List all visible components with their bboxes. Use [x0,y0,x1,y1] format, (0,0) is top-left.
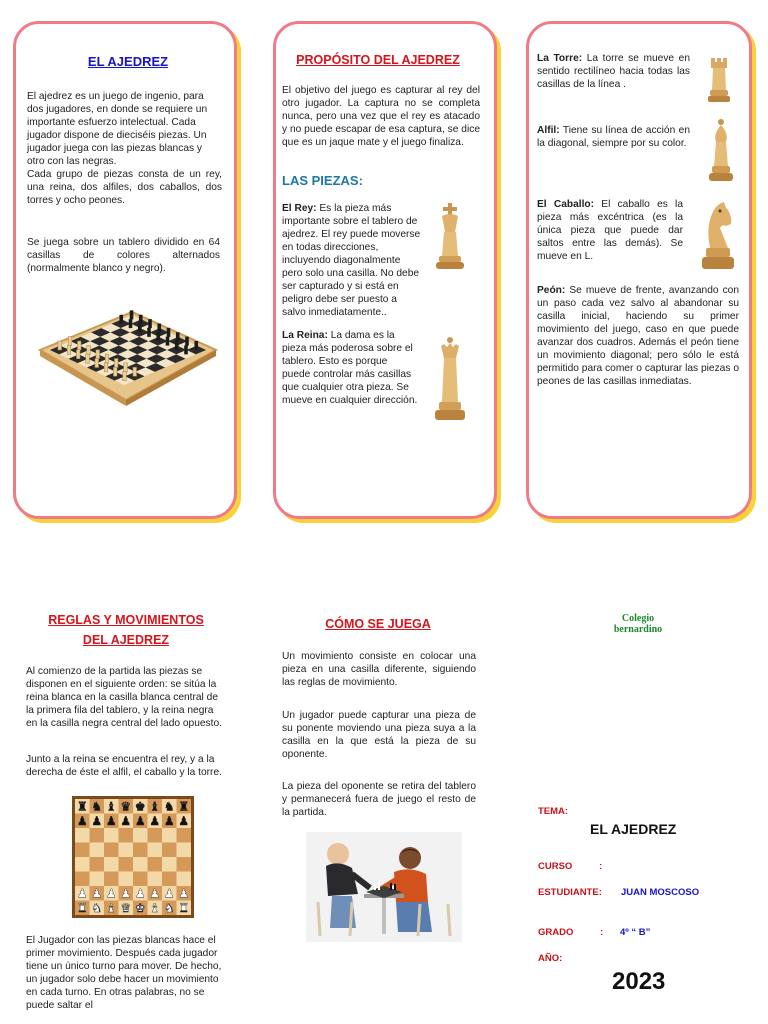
board-square [119,872,134,887]
board-square [90,872,105,887]
board-square [162,843,177,858]
board-square [148,857,163,872]
chess-piece-icon: ♞ [91,799,103,814]
tema-label: TEMA: [538,806,569,817]
board-square [104,843,119,858]
dark-piece [175,341,179,350]
light-piece [68,337,72,346]
board-paragraph: Se juega sobre un tablero dividido en 64 casillas de colores alternados (normalmente blanco y negro). [27,237,220,274]
peon-text: Se mueve de frente, avanzando con un paso cada vez salvo al abandonar su casilla inicial, haciendo su primer movimiento del juego, caso en que puede avanzar dos cuadros. Además el peón tiene un movimiento diagonal; pero sólo le está permitido para comer o capturar las piezas o peones de las casillas inmediatas. [537,285,739,387]
chess-piece-icon: ♟ [91,814,103,829]
dark-piece [130,310,134,319]
anio-value: 2023 [612,968,666,995]
light-piece [76,350,80,359]
intro-text-2: Cada grupo de piezas consta de un rey, una reina, dos alfiles, dos caballos, dos torres y ocho peones. [27,169,222,206]
dark-piece [167,328,171,337]
board-square [148,828,163,843]
reglas-title-line-1: REGLAS Y MOVIMIENTOS [48,613,204,627]
juega-paragraph-3: La pieza del oponente se retira del tablero y permanecerá fuera de juego el resto de la partida. [282,781,476,818]
light-piece [67,345,71,354]
reglas-paragraph-3: El Jugador con las piezas blancas hace el primer movimiento. Después cada jugador tiene un único turno para mover. De hecho, un jugador solo debe hacer un movimiento en cada turno. En otras palabras, no se puede saltar el [26,935,222,1011]
tema-value: EL AJEDREZ [590,821,677,837]
dark-piece [194,341,198,350]
chess-piece-icon: ♟ [134,814,146,829]
dark-piece [157,324,161,333]
light-piece [114,359,118,368]
board-square [104,857,119,872]
section-title-proposito: PROPÓSITO DEL AJEDREZ [296,53,460,67]
board-square [162,872,177,887]
chess-piece-icon: ♜ [178,799,190,814]
chess-piece-icon: ♟ [149,886,161,901]
chess-piece-icon: ♟ [134,886,146,901]
dark-piece [147,328,151,337]
light-piece [95,359,99,368]
dark-piece [176,332,180,341]
dark-piece [119,315,123,324]
school-name [596,613,680,635]
light-piece [86,354,90,363]
reina-description [282,329,418,407]
light-piece [123,372,127,381]
piezas-subtitle: LAS PIEZAS: [282,173,363,188]
chess-piece-icon: ♟ [163,886,175,901]
intro-paragraph [27,90,222,207]
chess-piece-icon: ♟ [178,814,190,829]
alfil-name: Alfil: [537,125,560,136]
board-square [148,872,163,887]
board-square [177,857,192,872]
queen-piece-icon [430,336,470,424]
board-square [177,828,192,843]
alfil-description [537,124,690,150]
chess-piece-icon: ♝ [149,799,161,814]
chess-piece-icon: ♜ [76,799,88,814]
light-piece [113,367,117,376]
chess-piece-icon: ♛ [120,799,132,814]
light-piece [124,363,128,372]
board-square [119,828,134,843]
chess-piece-icon: ♟ [105,814,117,829]
torre-description [537,52,690,91]
dark-piece [184,345,188,354]
chess-piece-icon: ♟ [120,814,132,829]
chess-piece-icon: ♟ [149,814,161,829]
board-square [90,857,105,872]
intro-text-1: El ajedrez es un juego de ingenio, para dos jugadores, en donde se requiere un importante esfuerzo intelectual. Cada jugador dispone de dieciséis piezas. Un jugador juega con las piezas blancas y otro con las negras. [27,91,208,167]
proposito-paragraph: El objetivo del juego es capturar al rey del otro jugador. La captura no se completa nunca, pero una vez que el rey es atacado y no puede escapar de esa captura, se dice que es un jaque mate y el juego finaliza. [282,85,480,148]
chess-piece-icon: ♟ [76,886,88,901]
chess-piece-icon: ♞ [163,901,175,916]
anio-label: AÑO: [538,953,563,964]
reina-name: La Reina: [282,330,328,341]
light-piece [133,367,137,376]
chess-piece-icon: ♝ [149,901,161,916]
board-square [148,843,163,858]
chess-piece-icon: ♟ [163,814,175,829]
knight-piece-icon [698,198,738,278]
reglas-title-line-2: DEL AJEDREZ [82,633,170,647]
board-square [133,828,148,843]
caballo-text: El caballo es la pieza más excéntrica (es la única pieza que puede dar saltos entre las demás). Se mueve en L. [537,199,683,262]
king-piece-icon [430,202,470,272]
torre-text: La torre se mueve en sentido rectilíneo hacia todas las casillas de la línea . [537,53,690,90]
board-square [162,828,177,843]
board-square [75,857,90,872]
chess-piece-icon: ♚ [134,799,146,814]
board-square [177,872,192,887]
chess-piece-icon: ♛ [120,901,132,916]
dark-piece [138,324,142,333]
light-piece [96,350,100,359]
light-piece [104,363,108,372]
rey-text: Es la pieza más importante sobre el tablero de ajedrez. El rey puede moverse en todas direcciones, incluyendo diagonalmente pero solo una casilla. No debe ser capturado y si está en peligro debe ser puesto a salvo inmediatamente.. [282,203,421,318]
chess-piece-icon: ♝ [105,901,117,916]
dark-piece [166,337,170,346]
chessboard-illustration [36,288,218,408]
board-square [75,843,90,858]
board-square [133,857,148,872]
chess-piece-icon: ♟ [105,886,117,901]
board-square [133,872,148,887]
chess-piece-icon: ♟ [178,886,190,901]
board-square [90,843,105,858]
grado-label: GRADO [538,927,574,938]
reglas-paragraph-2: Junto a la reina se encuentra el rey, y a la derecha de éste el alfil, el caballo y la torre. [26,754,222,778]
rey-description [282,202,422,319]
school-name-line-2: bernardino [613,624,663,635]
peon-description [537,284,739,388]
grado-colon: : [600,927,604,938]
board-square [162,857,177,872]
chess-piece-icon: ♝ [105,799,117,814]
chess-piece-icon: ♚ [134,901,146,916]
curso-colon: : [599,861,603,872]
board-square [90,828,105,843]
chess-piece-icon: ♟ [91,886,103,901]
curso-label: CURSO [538,861,573,872]
chess-piece-icon: ♜ [76,901,88,916]
school-name-line-1: Colegio [621,613,655,624]
juega-paragraph-2: Un jugador puede capturar una pieza de su ponente moviendo una pieza suya a la casilla en la que está la pieza de su oponente. [282,710,476,760]
children-playing-photo [306,832,462,942]
bishop-piece-icon [706,118,736,184]
section-title-el-ajedrez: EL AJEDREZ [87,54,169,69]
dark-piece [148,319,152,328]
dark-piece [185,337,189,346]
estudiante-value: JUAN MOSCOSO [621,887,700,898]
board-square [177,843,192,858]
reglas-paragraph-1: Al comienzo de la partida las piezas se disponen en el siguiente orden: se sitúa la reina blanca en la casilla blanca central de la primera fila del tablero, y la reina negra en la casilla negra central del lado opuesto. [26,666,222,729]
rook-piece-icon [706,56,732,104]
chess-piece-icon: ♞ [91,901,103,916]
chess-piece-icon: ♜ [178,901,190,916]
dark-piece [129,319,133,328]
board-square [133,843,148,858]
light-piece [87,345,91,354]
caballo-name: El Caballo: [537,199,595,210]
light-piece [77,341,81,350]
reina-text: La dama es la pieza más poderosa sobre el tablero. Esto es porque puede controlar más casillas que cualquier otra pieza. Se mueve en cualquier dirección. [282,330,418,406]
board-square [104,872,119,887]
rey-name: El Rey: [282,203,317,214]
section-title-reglas [26,610,226,650]
light-piece [105,354,109,363]
chess-piece-icon: ♞ [163,799,175,814]
grado-value: 4º “ B” [620,927,651,938]
board-square [119,857,134,872]
dark-piece [139,315,143,324]
board-square [119,843,134,858]
estudiante-label: ESTUDIANTE: [538,887,602,898]
dark-piece [156,332,160,341]
chess-piece-icon: ♟ [76,814,88,829]
light-piece [58,341,62,350]
torre-name: La Torre: [537,53,583,64]
chess-piece-icon: ♟ [120,886,132,901]
peon-name: Peón: [537,285,566,296]
board-square [75,872,90,887]
board-square [104,828,119,843]
section-title-como-se-juega: CÓMO SE JUEGA [325,617,431,631]
caballo-description [537,198,683,263]
initial-position-board [72,796,194,918]
juega-paragraph-1: Un movimiento consiste en colocar una pieza en una casilla diferente, siguiendo las reglas de movimiento. [282,651,476,688]
alfil-text: Tiene su línea de acción en la diagonal, siempre por su color. [537,125,690,149]
board-square [75,828,90,843]
